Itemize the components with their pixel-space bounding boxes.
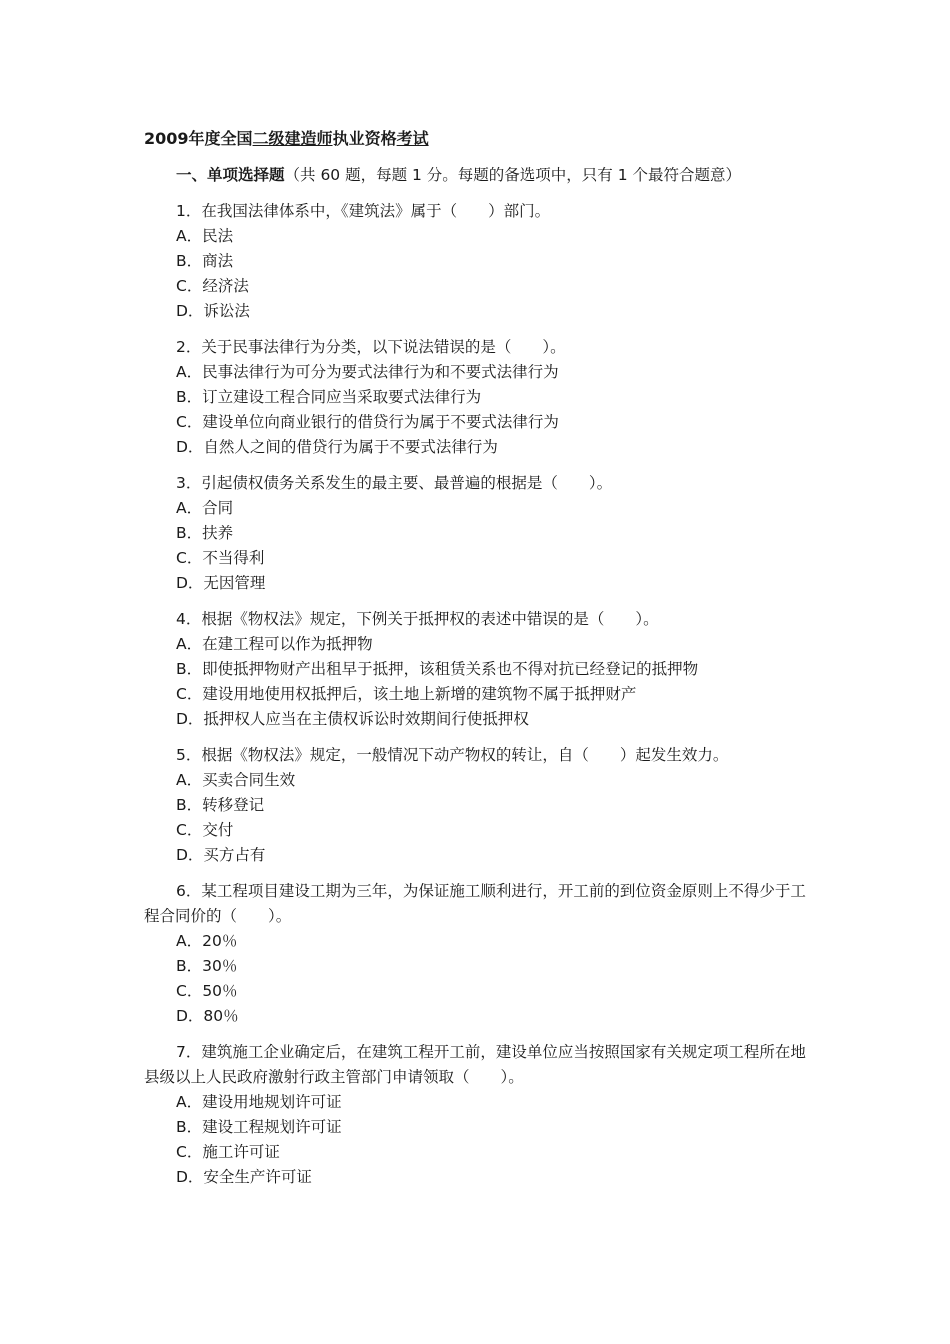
option-c: C．经济法 [176, 277, 249, 295]
option-b: B．订立建设工程合同应当采取要式法律行为 [176, 388, 482, 406]
question-7 [144, 1040, 814, 1190]
section-title: 一、单项选择题 [176, 166, 285, 184]
option-d: D．无因管理 [176, 574, 266, 592]
document-title [144, 126, 429, 149]
question-stem: 4．根据《物权法》规定，下例关于抵押权的表述中错误的是（ ）。 [176, 610, 659, 628]
option-c: C．建设单位向商业银行的借贷行为属于不要式法律行为 [176, 413, 559, 431]
question-stem: 5．根据《物权法》规定，一般情况下动产物权的转让，自（ ）起发生效力。 [176, 746, 729, 764]
option-a: A．合同 [176, 499, 234, 517]
option-c: C．不当得利 [176, 549, 265, 567]
option-a: A．建设用地规划许可证 [176, 1093, 342, 1111]
question-6 [144, 879, 814, 1029]
option-d: D．安全生产许可证 [176, 1168, 312, 1186]
option-b: B．30％ [176, 957, 238, 975]
question-2 [144, 335, 814, 460]
section-note: （共 60 题，每题 1 分。每题的备选项中，只有 1 个最符合题意） [284, 166, 742, 184]
option-d: D．自然人之间的借贷行为属于不要式法律行为 [176, 438, 498, 456]
option-d: D．80％ [176, 1007, 239, 1025]
question-3 [144, 471, 814, 596]
question-stem: 7．建筑施工企业确定后，在建筑工程开工前，建设单位应当按照国家有关规定项工程所在地县级以上人民政府激射行政主管部门申请领取（ ）。 [144, 1043, 806, 1086]
title-underlined1: 二级建造师 [252, 129, 333, 148]
title-part1: 年度全国 [188, 129, 253, 148]
option-c: C．建设用地使用权抵押后，该土地上新增的建筑物不属于抵押财产 [176, 685, 637, 703]
title-part2: 执业资格 [332, 129, 397, 148]
option-a: A．在建工程可以作为抵押物 [176, 635, 373, 653]
title-underlined2: 考试 [396, 129, 429, 148]
question-5 [144, 743, 814, 868]
question-stem: 6．某工程项目建设工期为三年，为保证施工顺利进行，开工前的到位资金原则上不得少于工程合同价的（ ）。 [144, 882, 806, 925]
question-stem: 2．关于民事法律行为分类，以下说法错误的是（ ）。 [176, 338, 566, 356]
option-d: D．买方占有 [176, 846, 266, 864]
option-b: B．转移登记 [176, 796, 265, 814]
question-list [144, 199, 814, 1201]
title-year: 2009 [144, 129, 189, 148]
option-a: A．民事法律行为可分为要式法律行为和不要式法律行为 [176, 363, 559, 381]
section-heading [176, 163, 741, 185]
option-c: C．交付 [176, 821, 234, 839]
option-b: B．即使抵押物财产出租早于抵押，该租赁关系也不得对抗已经登记的抵押物 [176, 660, 699, 678]
option-b: B．扶养 [176, 524, 234, 542]
question-1 [144, 199, 814, 324]
option-a: A．民法 [176, 227, 234, 245]
question-stem: 3．引起债权债务关系发生的最主要、最普遍的根据是（ ）。 [176, 474, 613, 492]
option-c: C．50％ [176, 982, 238, 1000]
question-stem: 1．在我国法律体系中，《建筑法》属于（ ）部门。 [176, 202, 551, 220]
option-d: D．抵押权人应当在主债权诉讼时效期间行使抵押权 [176, 710, 529, 728]
option-c: C．施工许可证 [176, 1143, 280, 1161]
option-a: A．20％ [176, 932, 238, 950]
option-b: B．商法 [176, 252, 234, 270]
option-d: D．诉讼法 [176, 302, 250, 320]
question-4 [144, 607, 814, 732]
option-b: B．建设工程规划许可证 [176, 1118, 342, 1136]
option-a: A．买卖合同生效 [176, 771, 296, 789]
